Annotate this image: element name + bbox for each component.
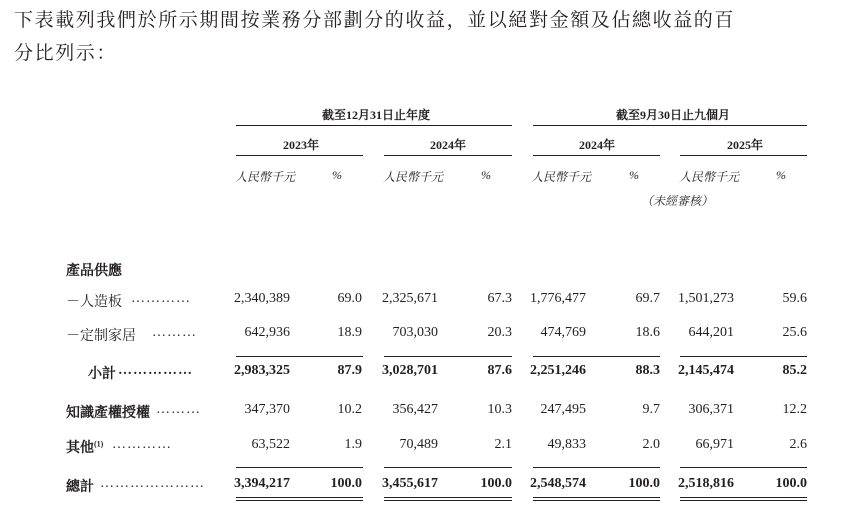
unit-pct-2024-nm: %	[629, 168, 639, 182]
table-cell: 100.0	[330, 476, 362, 491]
table-cell: 1.9	[344, 437, 362, 452]
unit-rmb-2024-fy: 人民幣千元	[383, 170, 444, 184]
table-cell: 2.1	[494, 437, 512, 452]
table-cell: 87.6	[487, 363, 512, 378]
table-cell: 69.7	[635, 291, 660, 306]
table-cell: 25.6	[782, 325, 807, 340]
table-cell: 306,371	[688, 402, 734, 417]
subtotal-rule	[384, 356, 512, 357]
row-label: 小計	[88, 367, 116, 382]
table-cell: 1,501,273	[678, 291, 734, 306]
double-underline	[384, 497, 512, 498]
table-cell: 3,394,217	[234, 476, 290, 491]
footnote-marker: (1)	[94, 439, 104, 449]
total-rule	[236, 467, 363, 468]
total-rule	[680, 467, 807, 468]
group-rule-fy	[236, 125, 512, 126]
table-cell: 474,769	[540, 325, 586, 340]
section-product-supply: 產品供應	[66, 264, 122, 279]
leader-dots: …………	[131, 291, 191, 306]
table-cell: 66,971	[695, 437, 734, 452]
subtotal-rule	[236, 356, 363, 357]
row-label: －定制家居	[66, 329, 136, 344]
table-cell: 18.6	[635, 325, 660, 340]
leader-dots: ……………	[118, 363, 193, 378]
table-cell: 85.2	[782, 363, 807, 378]
table-cell: 20.3	[487, 325, 512, 340]
double-underline	[680, 500, 807, 501]
double-underline	[680, 497, 807, 498]
total-rule	[384, 467, 512, 468]
table-cell: 1,776,477	[530, 291, 586, 306]
intro-paragraph	[14, 4, 834, 70]
double-underline	[384, 500, 512, 501]
table-cell: 88.3	[635, 363, 660, 378]
year-header-2023: 2023年	[283, 138, 320, 152]
row-label: 總計	[66, 480, 94, 495]
table-cell: 2,340,389	[234, 291, 290, 306]
table-cell: 10.2	[337, 402, 362, 417]
row-label: －人造板	[66, 295, 122, 310]
table-cell: 2,983,325	[234, 363, 290, 378]
unit-rmb-2024-nm: 人民幣千元	[531, 170, 592, 184]
table-cell: 18.9	[337, 325, 362, 340]
row-label	[66, 437, 103, 457]
leader-dots: ………	[156, 402, 201, 417]
subtotal-rule	[533, 356, 660, 357]
table-cell: 347,370	[244, 402, 290, 417]
table-cell: 100.0	[480, 476, 512, 491]
leader-dots: …………………	[100, 476, 205, 491]
group-rule-nm	[533, 125, 807, 126]
double-underline	[533, 500, 660, 501]
table-cell: 356,427	[392, 402, 438, 417]
table-cell: 703,030	[392, 325, 438, 340]
table-cell: 59.6	[782, 291, 807, 306]
table-cell: 100.0	[628, 476, 660, 491]
table-cell: 2.0	[642, 437, 660, 452]
table-cell: 2,518,816	[678, 476, 734, 491]
unit-pct-2023: %	[332, 168, 342, 182]
unit-pct-2024-fy: %	[481, 168, 491, 182]
nine-months-group-header: 截至9月30日止九個月	[616, 108, 731, 122]
table-cell: 642,936	[244, 325, 290, 340]
table-cell: 2,251,246	[530, 363, 586, 378]
table-cell: 49,833	[547, 437, 586, 452]
unit-rmb-2025: 人民幣千元	[679, 170, 740, 184]
table-cell: 12.2	[782, 402, 807, 417]
table-cell: 9.7	[642, 402, 660, 417]
unit-pct-2025: %	[776, 168, 786, 182]
unaudited-note: （未經審核）	[641, 194, 714, 208]
intro-line-1: 下表載列我們於所示期間按業務分部劃分的收益，並以絕對金額及佔總收益的百	[14, 10, 736, 31]
table-cell: 2,548,574	[530, 476, 586, 491]
table-cell: 2,325,671	[382, 291, 438, 306]
year-rule-2025	[680, 155, 807, 156]
intro-line-2: 分比列示：	[14, 43, 118, 64]
year-rule-2024-fy	[384, 155, 512, 156]
fiscal-year-group-header: 截至12月31日止年度	[322, 108, 431, 122]
year-rule-2023	[236, 155, 363, 156]
year-header-2024-fy: 2024年	[430, 138, 467, 152]
table-cell: 69.0	[337, 291, 362, 306]
table-cell: 67.3	[487, 291, 512, 306]
year-header-2025: 2025年	[727, 138, 764, 152]
table-cell: 100.0	[775, 476, 807, 491]
row-label: 知識產權授權	[66, 406, 150, 421]
table-cell: 63,522	[251, 437, 290, 452]
row-label-text: 其他	[66, 441, 94, 456]
table-cell: 3,455,617	[382, 476, 438, 491]
table-cell: 10.3	[487, 402, 512, 417]
double-underline	[533, 497, 660, 498]
table-cell: 3,028,701	[382, 363, 438, 378]
table-cell: 247,495	[540, 402, 586, 417]
total-rule	[533, 467, 660, 468]
table-cell: 70,489	[399, 437, 438, 452]
leader-dots: ………	[152, 325, 197, 340]
subtotal-rule	[680, 356, 807, 357]
table-cell: 2.6	[789, 437, 807, 452]
table-cell: 644,201	[688, 325, 734, 340]
double-underline	[236, 500, 363, 501]
year-header-2024-nm: 2024年	[579, 138, 616, 152]
table-cell: 2,145,474	[678, 363, 734, 378]
double-underline	[236, 497, 363, 498]
year-rule-2024-nm	[533, 155, 660, 156]
leader-dots: …………	[112, 437, 172, 452]
table-cell: 87.9	[337, 363, 362, 378]
unit-rmb-2023: 人民幣千元	[235, 170, 296, 184]
